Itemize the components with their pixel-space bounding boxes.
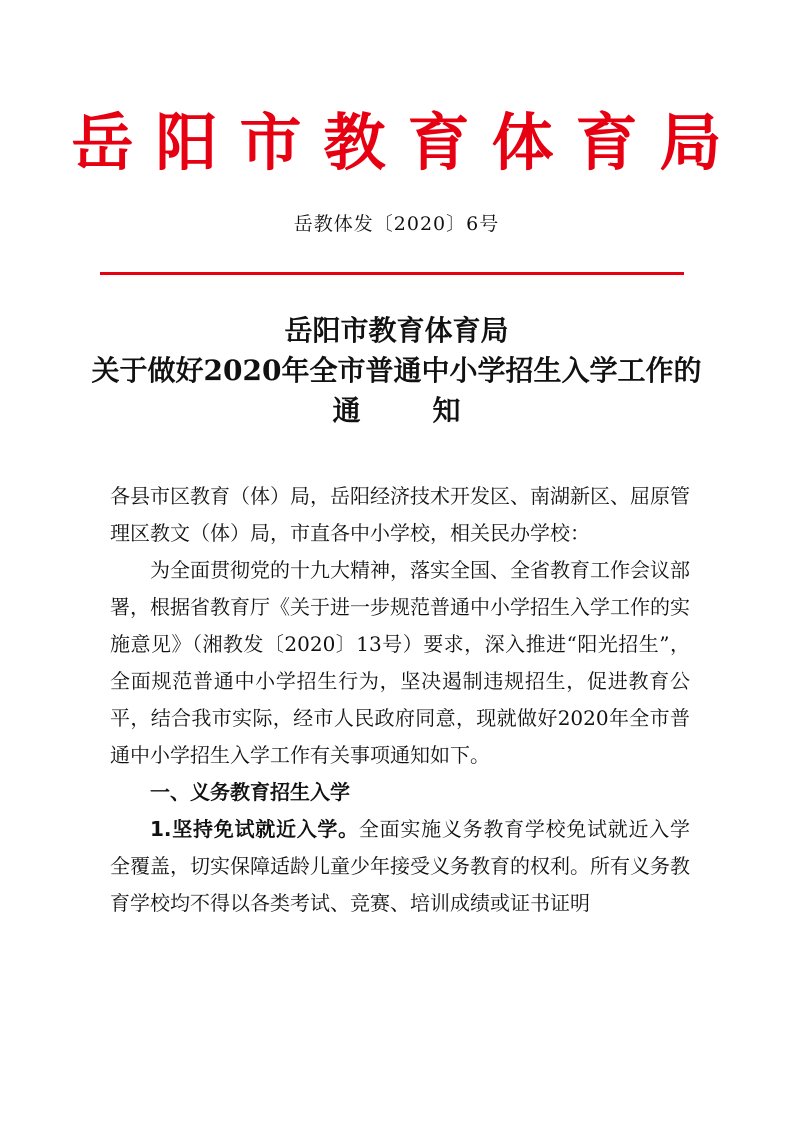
title-line-1: 岳阳市教育体育局	[284, 314, 509, 347]
item-lead-text: 1.坚持免试就近入学。	[150, 817, 359, 841]
document-number: 岳教体发〔2020〕6号	[293, 213, 500, 235]
red-separator-line	[100, 272, 684, 275]
intro-paragraph: 为全面贯彻党的十九大精神，落实全国、全省教育工作会议部署，根据省教育厅《关于进一步规范普通中小学招生入学工作的实施意见》（湘教发〔2020〕13号）要求，深入推进“阳光招生”，全面规范普通中小学招生行为，坚决遏制违规招生，促进教育公平，结合我市实际，经市人民政府同意，现就做好2020年全市普通中小学招生入学工作有关事项通知如下。	[110, 558, 690, 767]
item-paragraph	[110, 811, 690, 922]
document-body	[110, 478, 690, 922]
title-line-2: 关于做好2020年全市普通中小学招生入学工作的	[91, 354, 702, 387]
addressee-paragraph: 各县市区教育（体）局，岳阳经济技术开发区、南湖新区、屈原管理区教文（体）局，市直各中小学校，相关民办学校：	[110, 484, 690, 545]
document-title	[60, 311, 733, 431]
title-line-3: 通知	[332, 394, 533, 427]
issuing-organ-header: 岳阳市教育体育局	[71, 106, 744, 179]
item-body-text: 全面实施义务教育学校免试就近入学全覆盖，切实保障适龄儿童少年接受义务教育的权利。所有义务教育学校均不得以各类考试、竞赛、培训成绩或证书证明	[110, 817, 691, 915]
section-heading: 一、义务教育招生入学	[150, 780, 350, 804]
